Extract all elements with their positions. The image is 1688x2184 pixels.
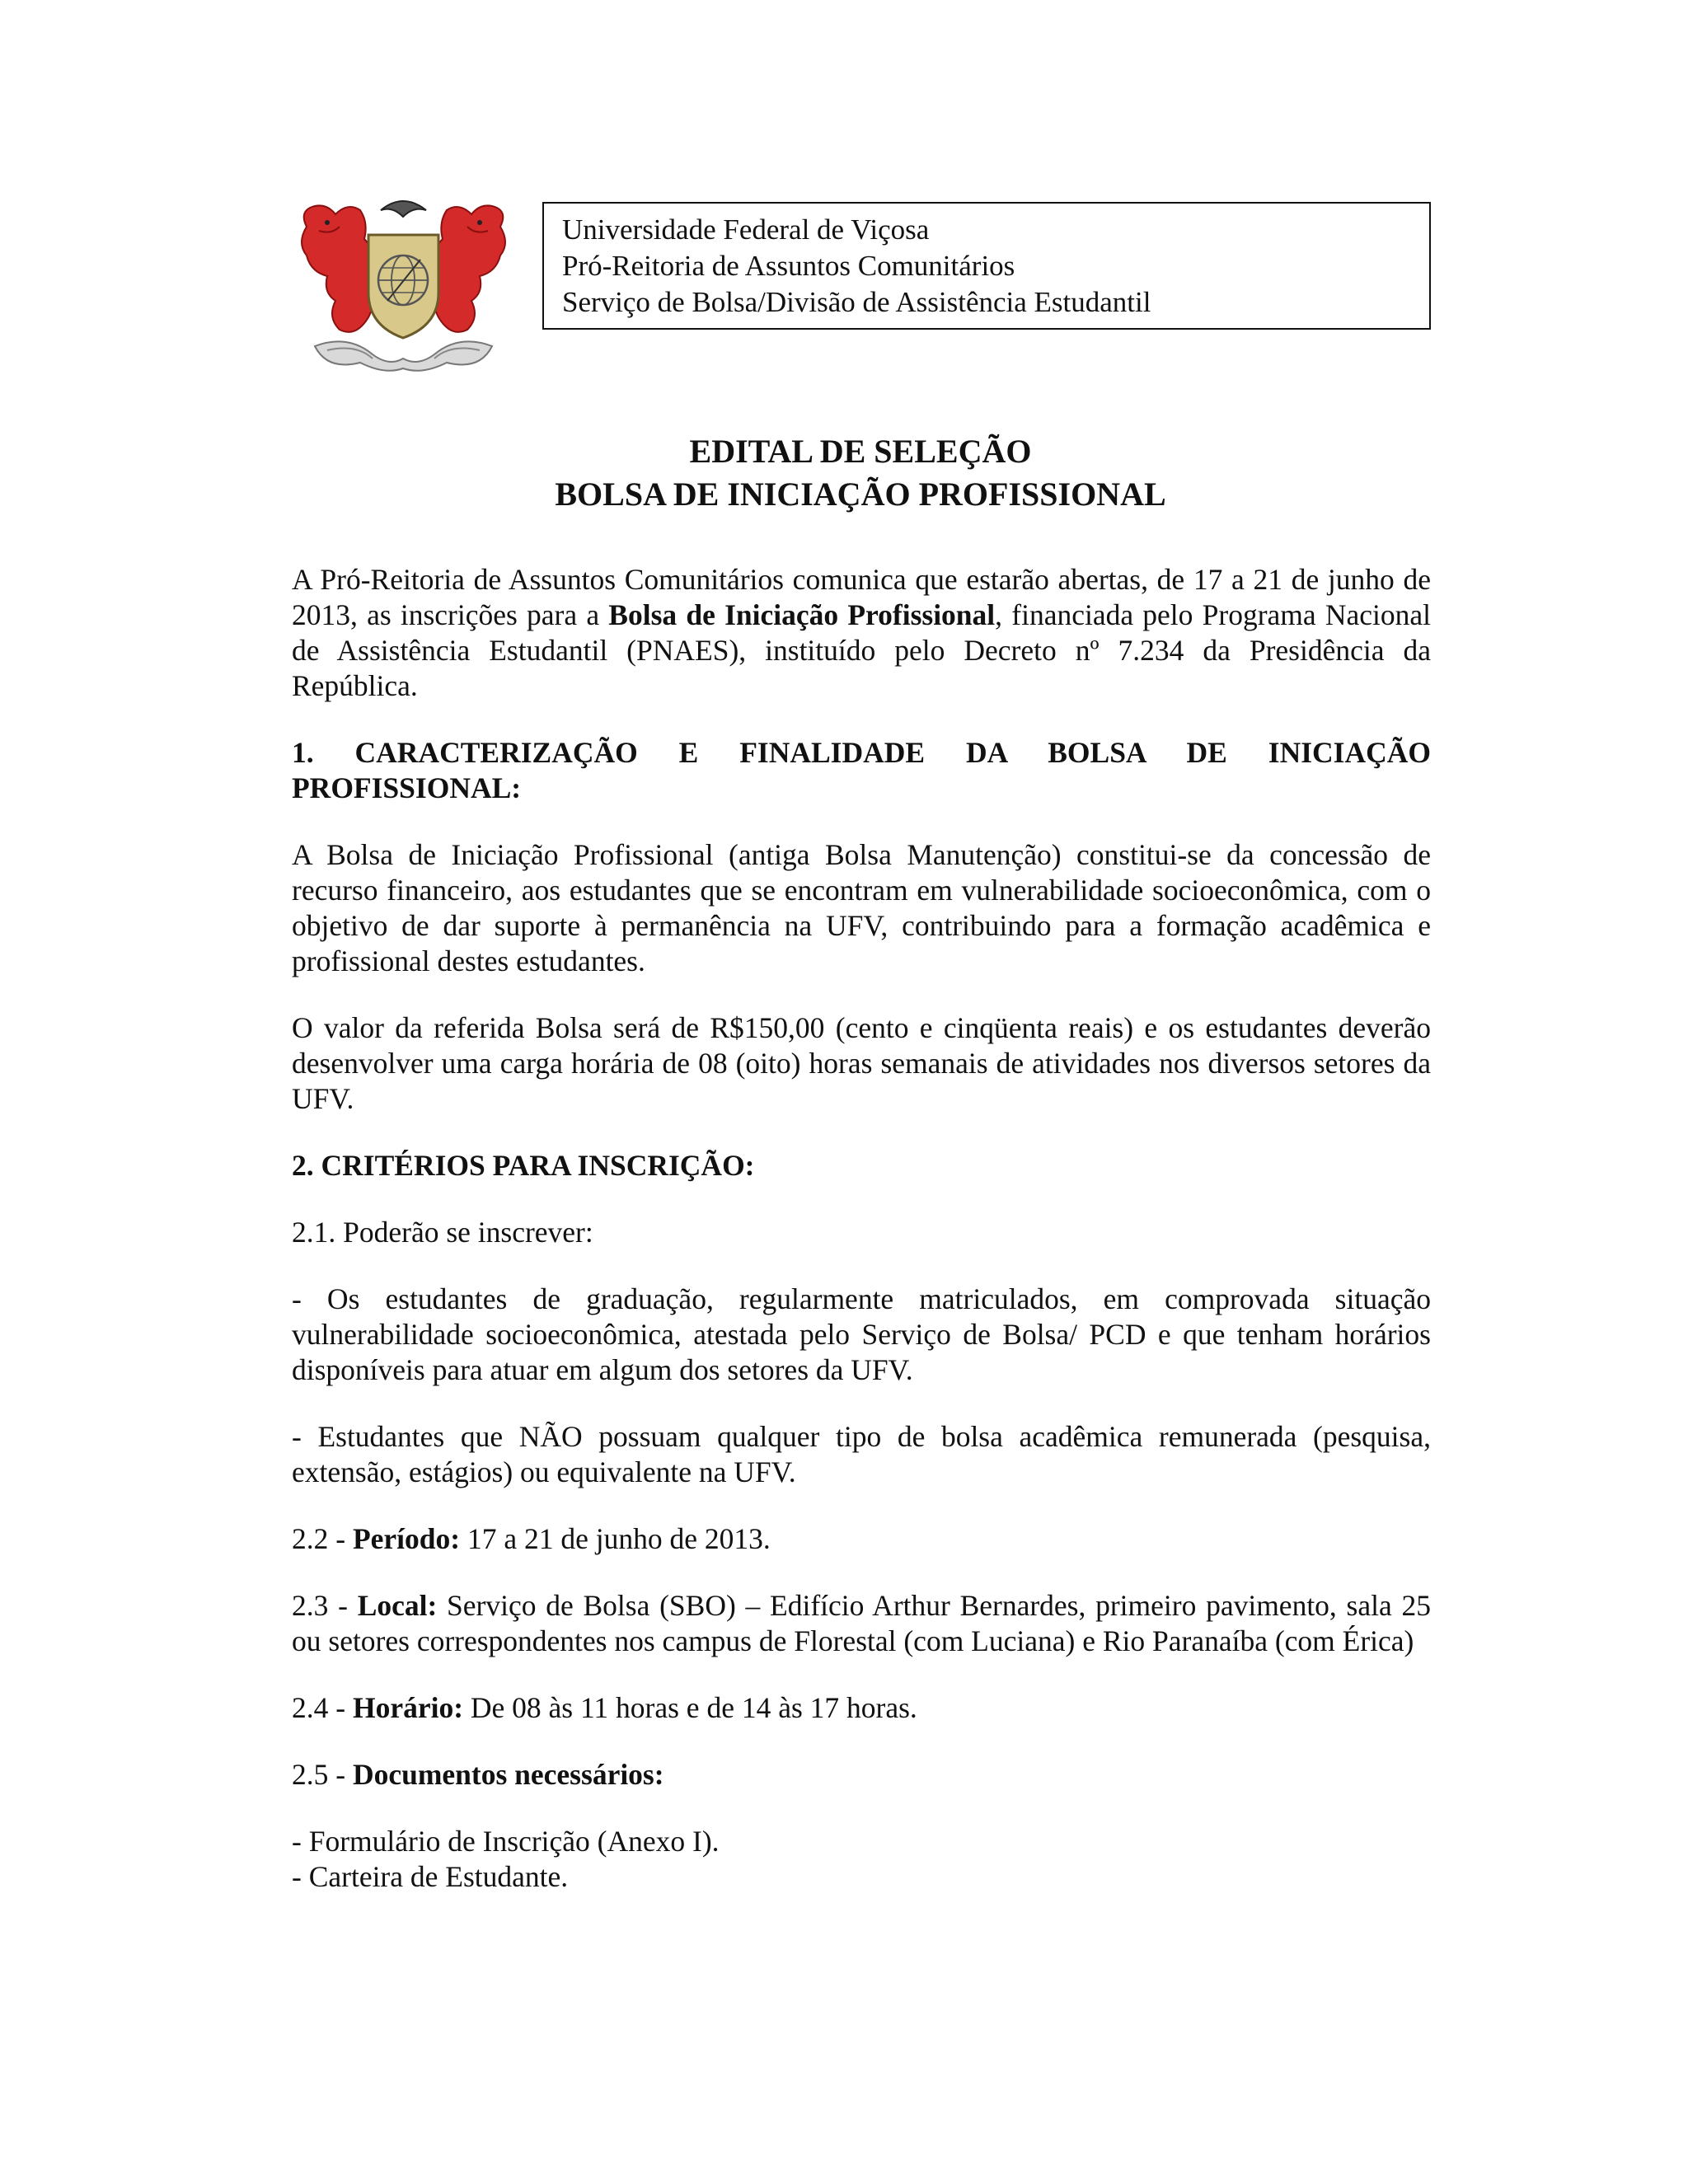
criteria-bullet-2: - Estudantes que NÃO possuam qualquer tipo de bolsa acadêmica remunerada (pesquisa, extensão, estágios) ou equivalente na UFV. (292, 1420, 1431, 1488)
institution-header-box (542, 202, 1431, 330)
university-name: Universidade Federal de Viçosa (562, 213, 930, 246)
item-2-3-prefix: 2.3 - (292, 1589, 358, 1622)
item-2-5-documents (292, 1757, 1431, 1793)
pro-rectorate-name: Pró-Reitoria de Assuntos Comunitários (562, 250, 1015, 282)
item-2-4-label: Horário: (352, 1691, 464, 1724)
document-title (290, 430, 1431, 516)
intro-text-1: A Pró-Reitoria de Assuntos Comunitários comunica que estarão abertas, de 17 a 21 de junho de 2013, as inscrições para a (292, 563, 1431, 631)
intro-bold-text: Bolsa de Iniciação Profissional (608, 598, 996, 631)
item-2-2-text: 17 a 21 de junho de 2013. (460, 1522, 771, 1555)
criteria-bullet-1: - Os estudantes de graduação, regularmente matriculados, em comprovada situação vulnerabilidade socioeconômica, atestada pelo Serviço de Bolsa/ PCD e que tenham horários disponíveis para atuar em algum dos setores da UFV. (292, 1282, 1431, 1386)
item-2-4-prefix: 2.4 - (292, 1691, 353, 1724)
section-1-paragraph-2: O valor da referida Bolsa será de R$150,00 (cento e cinqüenta reais) e os estudantes deverão desenvolver uma carga horária de 08 (oito) horas semanais de atividades nos diversos setores da UFV. (292, 1011, 1431, 1115)
item-2-3-label: Local: (357, 1589, 438, 1622)
item-2-5-label: Documentos necessários: (352, 1758, 664, 1791)
item-2-3-location (292, 1588, 1431, 1659)
section-1-paragraph-1: A Bolsa de Iniciação Profissional (antiga Bolsa Manutenção) constitui-se da concessão de recurso financeiro, aos estudantes que se encontram em vulnerabilidade socioeconômica, com o objetivo de dar suporte à permanência na UFV, contribuindo para a formação acadêmica e profissional destes estudantes. (292, 838, 1431, 977)
item-2-1: 2.1. Poderão se inscrever: (292, 1216, 593, 1249)
ufv-coat-of-arms-icon (290, 194, 517, 379)
item-2-2-period (292, 1521, 1431, 1557)
item-2-4-schedule (292, 1690, 1431, 1726)
section-1-heading-line-1: 1. CARACTERIZAÇÃO E FINALIDADE DA BOLSA DE INICIAÇÃO (292, 736, 1431, 769)
item-2-2-prefix: 2.2 - (292, 1522, 353, 1555)
section-1-heading (292, 735, 1431, 806)
section-2-heading: 2. CRITÉRIOS PARA INSCRIÇÃO: (292, 1149, 755, 1182)
title-line-2: BOLSA DE INICIAÇÃO PROFISSIONAL (555, 476, 1166, 513)
service-name: Serviço de Bolsa/Divisão de Assistência Estudantil (562, 286, 1151, 318)
intro-paragraph (292, 562, 1431, 704)
document-body (292, 562, 1431, 1895)
document-item-2: - Carteira de Estudante. (292, 1860, 569, 1893)
item-2-5-prefix: 2.5 - (292, 1758, 353, 1791)
section-1-heading-line-2: PROFISSIONAL: (292, 771, 522, 804)
item-2-2-label: Período: (352, 1522, 461, 1555)
title-line-1: EDITAL DE SELEÇÃO (689, 433, 1032, 470)
item-2-3-text: Serviço de Bolsa (SBO) – Edifício Arthur Bernardes, primeiro pavimento, sala 25 ou setores correspondentes nos campus de Florestal (com Luciana) e Rio Paranaíba (com Érica) (292, 1589, 1431, 1657)
item-2-4-text: De 08 às 11 horas e de 14 às 17 horas. (463, 1691, 917, 1724)
document-item-1: - Formulário de Inscrição (Anexo I). (292, 1825, 720, 1858)
intro-text-2: , financiada pelo Programa Nacional de Assistência Estudantil (PNAES), instituído pelo Decreto nº 7.234 da Presidência da República. (292, 598, 1431, 702)
